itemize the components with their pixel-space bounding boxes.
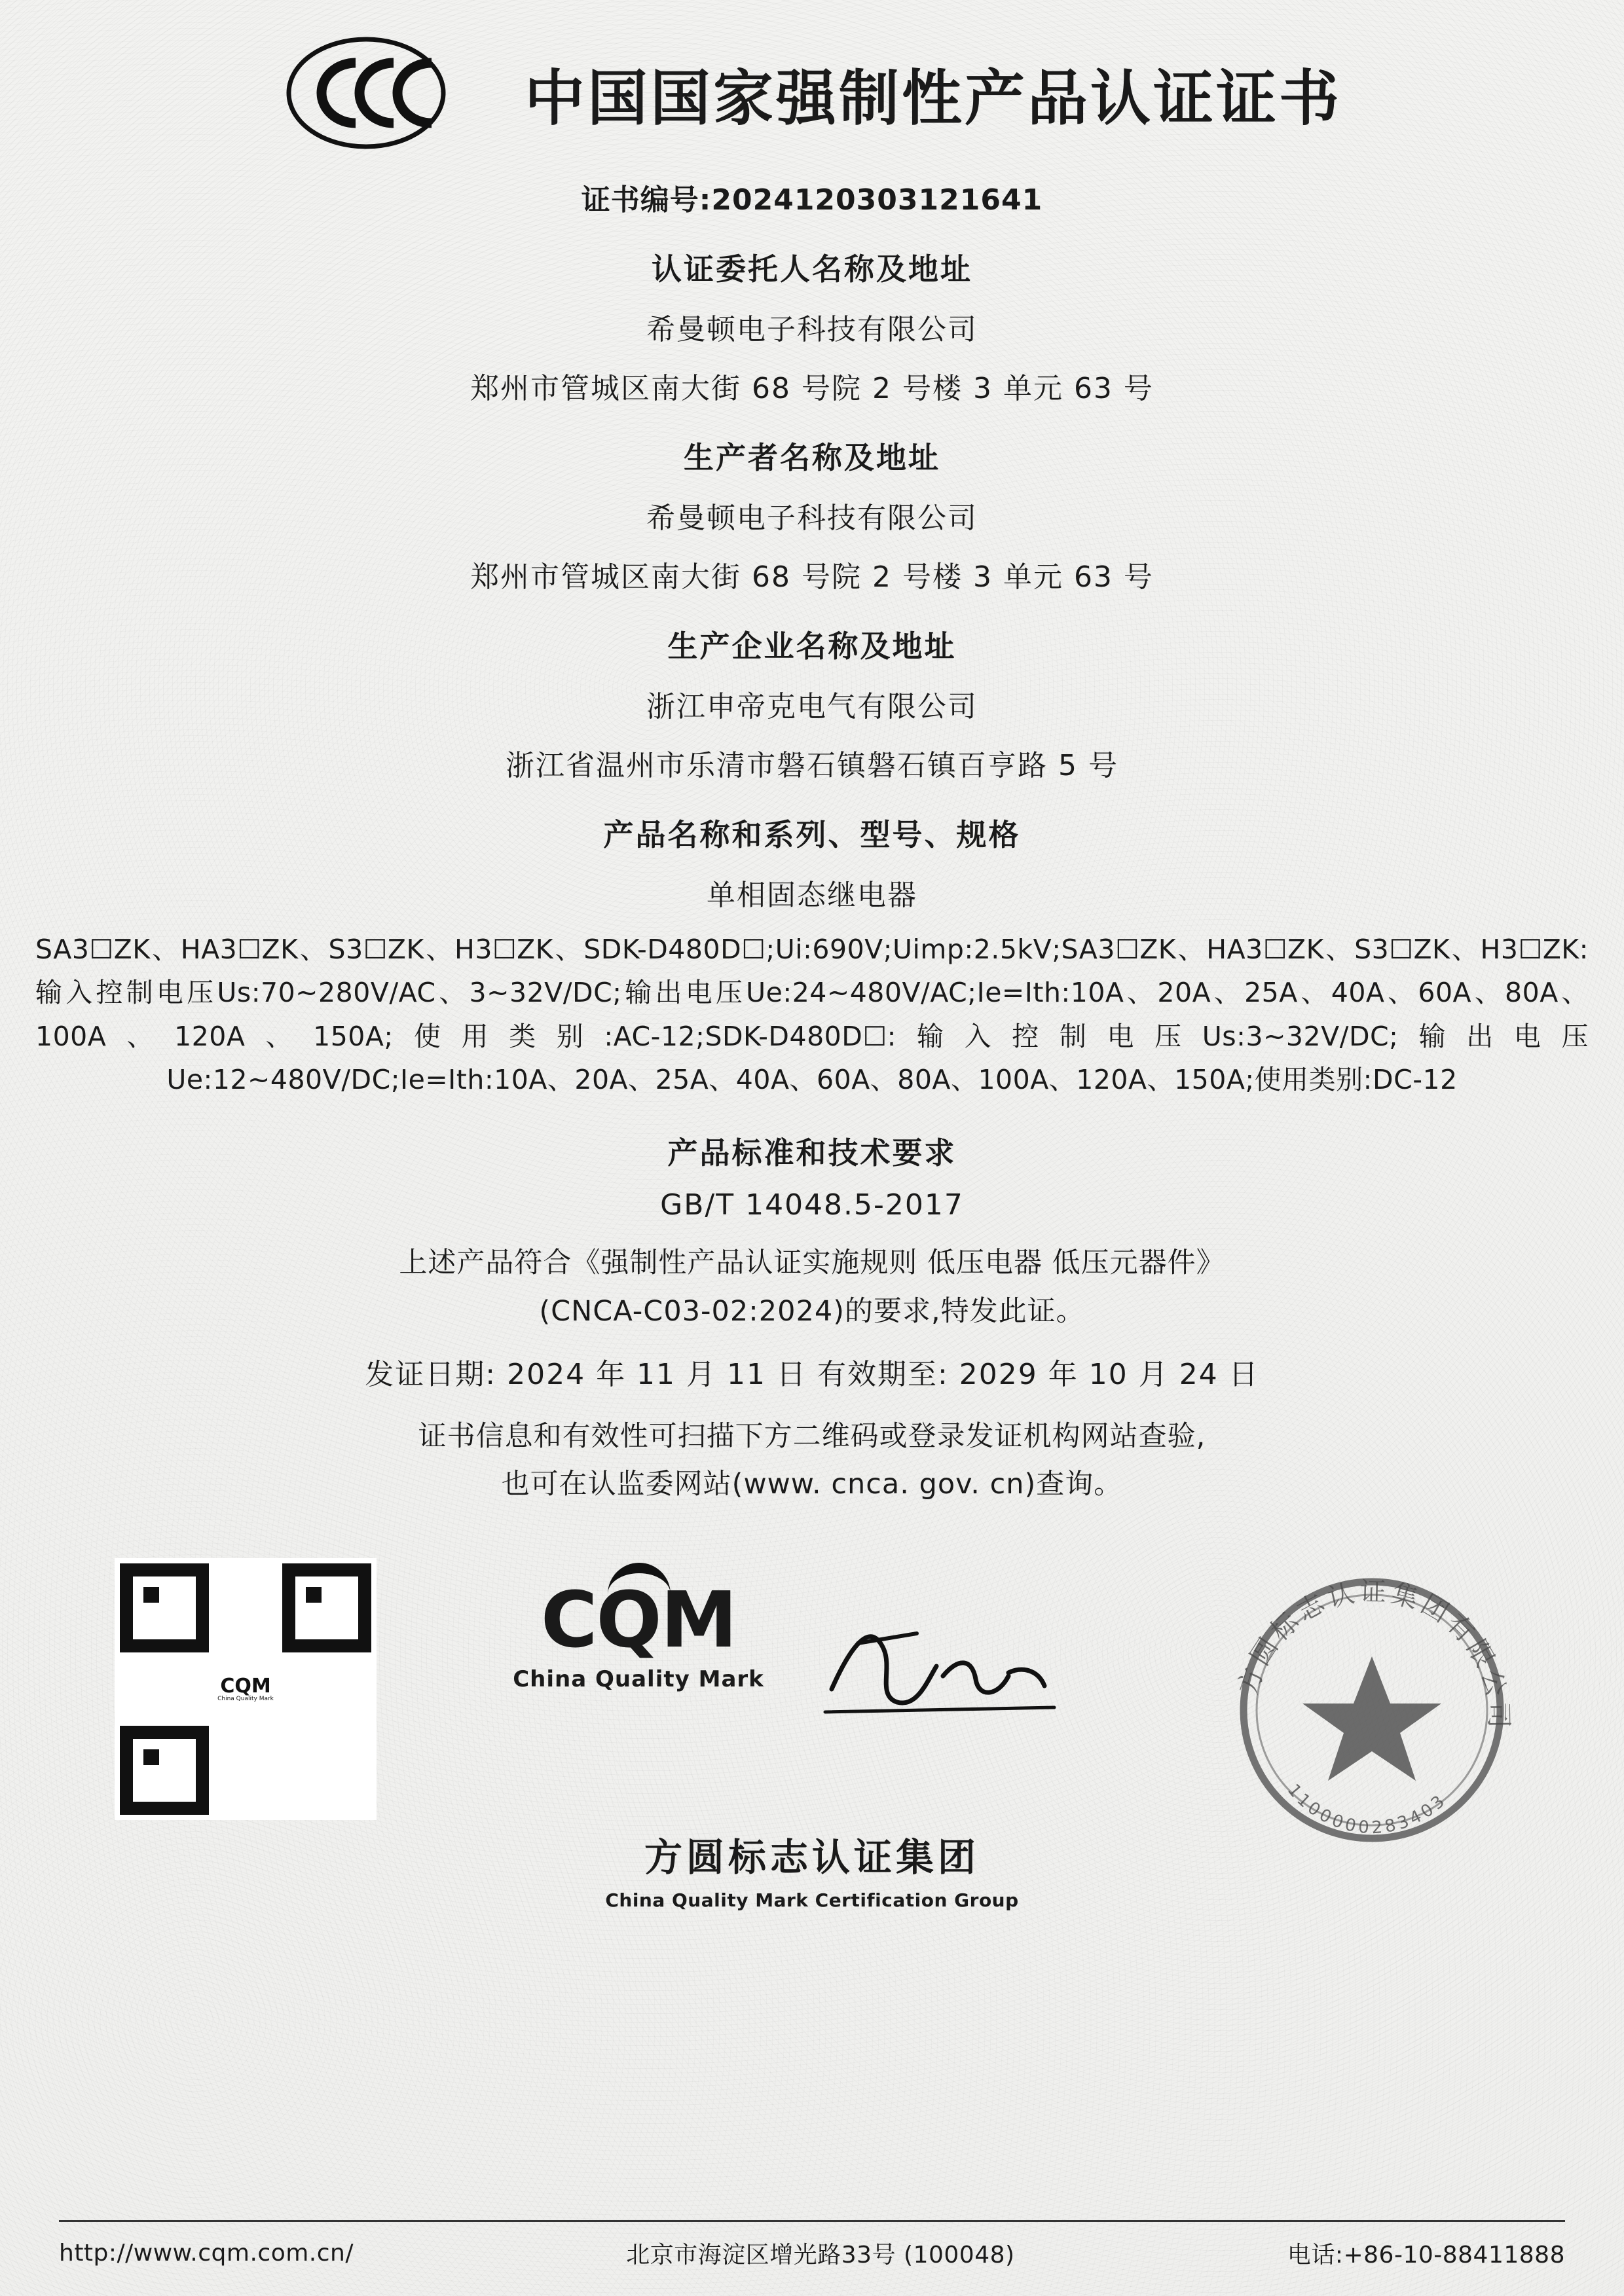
qr-code-icon[interactable] bbox=[115, 1558, 377, 1820]
footer-address: 北京市海淀区增光路33号 (100048) bbox=[626, 2242, 1015, 2269]
product-specification: SA3☐ZK、HA3☐ZK、S3☐ZK、H3☐ZK、SDK-D480D☐;Ui:690V;Uimp:2.5kV;SA3☐ZK、HA3☐ZK、S3☐ZK、H3☐ZK:输入控制电压Us:70~280V/AC、3~32V/DC;输出电压Ue:24~480V/AC;Ie=Ith:10A、20A、25A、40A、60A、80A、100A、120A、150A;使用类别:AC-12;SDK-D480D☐:输入控制电压Us:3~32V/DC;输出电压Ue:12~480V/DC;Ie=Ith:10A、20A、25A、40A、60A、80A、100A、120A、150A;使用类别:DC-12 bbox=[35, 934, 1589, 1096]
svg-text:1100000283403: 1100000283403 bbox=[1283, 1780, 1451, 1838]
qr-center-logo-text: CQM bbox=[220, 1674, 271, 1698]
certificate-header bbox=[0, 0, 1624, 154]
producer-name: 希曼顿电子科技有限公司 bbox=[646, 501, 978, 535]
standard-value: GB/T 14048.5-2017 bbox=[660, 1188, 964, 1222]
applicant-label: 认证委托人名称及地址 bbox=[652, 251, 972, 287]
footer-phone: 电话:+86-10-88411888 bbox=[1287, 2242, 1565, 2269]
ccc-mark-icon bbox=[282, 33, 498, 154]
applicant-name: 希曼顿电子科技有限公司 bbox=[646, 313, 978, 346]
product-label: 产品名称和系列、型号、规格 bbox=[603, 817, 1021, 852]
cqm-arc-icon bbox=[608, 1563, 671, 1598]
footer-website[interactable]: http://www.cqm.com.cn/ bbox=[59, 2240, 354, 2267]
qr-center-logo bbox=[206, 1661, 285, 1717]
manufacturer-name: 浙江申帝克电气有限公司 bbox=[646, 690, 978, 723]
qr-finder-bottom-left bbox=[120, 1726, 209, 1815]
group-name-en: China Quality Mark Certification Group bbox=[605, 1889, 1019, 1912]
conformity-line-2: (CNCA-C03-02:2024)的要求,特发此证。 bbox=[539, 1295, 1085, 1328]
manufacturer-label: 生产企业名称及地址 bbox=[667, 629, 957, 664]
certification-group-name bbox=[0, 1827, 1624, 1911]
cqm-logo-text: CQM bbox=[540, 1575, 737, 1666]
page-footer bbox=[59, 2220, 1565, 2270]
cqm-logo bbox=[498, 1575, 779, 1693]
verification-line-1: 证书信息和有效性可扫描下方二维码或登录发证机构网站查验, bbox=[418, 1419, 1206, 1453]
certificate-number: 证书编号:2024120303121641 bbox=[581, 183, 1043, 217]
svg-text:方圆标志认证集团有限公司: 方圆标志认证集团有限公司 bbox=[1232, 1576, 1514, 1733]
cqm-logo-subtext: China Quality Mark bbox=[513, 1666, 764, 1693]
conformity-line-1: 上述产品符合《强制性产品认证实施规则 低压电器 低压元器件》 bbox=[399, 1246, 1225, 1279]
product-name: 单相固态继电器 bbox=[707, 879, 917, 912]
manufacturer-address: 浙江省温州市乐清市磐石镇磐石镇百亨路 5 号 bbox=[506, 749, 1118, 782]
standard-label: 产品标准和技术要求 bbox=[667, 1135, 957, 1171]
producer-address: 郑州市管城区南大街 68 号院 2 号楼 3 单元 63 号 bbox=[470, 560, 1154, 594]
producer-label: 生产者名称及地址 bbox=[684, 440, 940, 475]
page-title: 中国国家强制性产品认证证书 bbox=[524, 63, 1342, 134]
verification-line-2: 也可在认监委网站(www. cnca. gov. cn)查询。 bbox=[501, 1467, 1123, 1501]
applicant-address: 郑州市管城区南大街 68 号院 2 号楼 3 单元 63 号 bbox=[470, 372, 1154, 405]
group-name-cn: 方圆标志认证集团 bbox=[644, 1835, 980, 1880]
qr-finder-top-right bbox=[282, 1563, 371, 1652]
issue-and-expiry-date: 发证日期: 2024 年 11 月 11 日 有效期至: 2029 年 10 月 24 日 bbox=[365, 1357, 1259, 1391]
qr-center-logo-subtext: China Quality Mark bbox=[217, 1695, 274, 1702]
handwritten-signature-icon bbox=[812, 1604, 1074, 1735]
certificate-footer-marks bbox=[0, 1532, 1624, 1912]
qr-finder-top-left bbox=[120, 1563, 209, 1652]
